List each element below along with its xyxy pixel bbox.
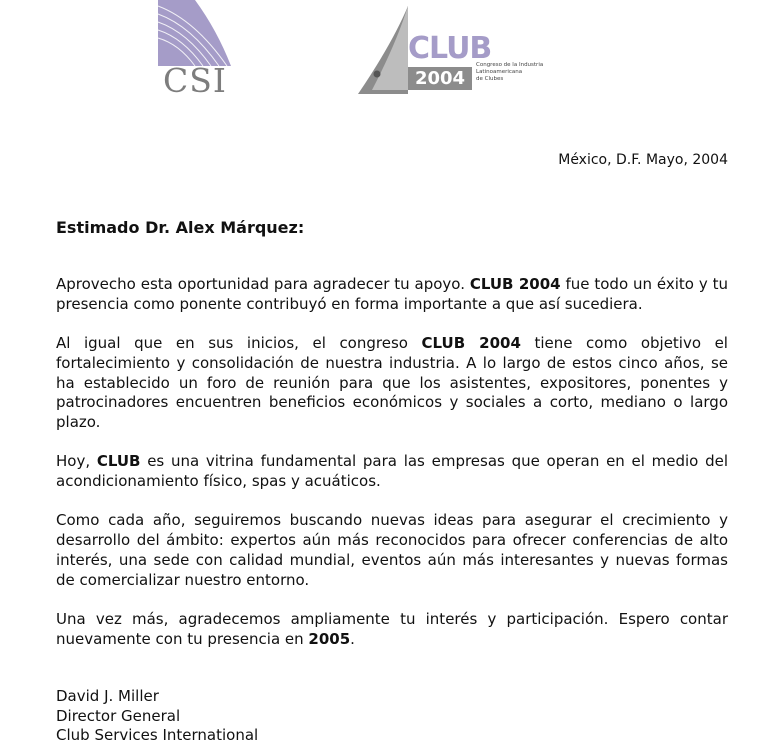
club-swoosh-icon xyxy=(352,4,412,98)
paragraph-1: Aprovecho esta oportunidad para agradecer tu apoyo. CLUB 2004 fue todo un éxito y tu presencia como ponente contribuyó en forma importante a que así sucediera. xyxy=(56,275,728,313)
csi-logo xyxy=(155,0,235,100)
letter-salutation: Estimado Dr. Alex Márquez: xyxy=(56,218,305,237)
letter-date: México, D.F. Mayo, 2004 xyxy=(558,152,728,168)
club-logo-word: CLUB xyxy=(408,31,492,66)
club-logo-subtitle: Congreso de la Industria Latinoamericana de Clubes xyxy=(476,62,544,82)
csi-logo-text: CSI xyxy=(163,61,227,100)
letter-body xyxy=(56,275,728,669)
letter-signature xyxy=(56,687,258,746)
csi-emblem xyxy=(155,0,235,70)
paragraph-2: Al igual que en sus inicios, el congreso CLUB 2004 tiene como objetivo el fortalecimiento y consolidación de nuestra industria. A lo largo de estos cinco años, se ha establecido un foro de reunión para que los asistentes, expositores, ponentes y patrocinadores encuentren beneficios económicos y sociales a corto, mediano o largo plazo. xyxy=(56,334,728,431)
paragraph-3: Hoy, CLUB es una vitrina fundamental para las empresas que operan en el medio del acondicionamiento físico, spas y acuáticos. xyxy=(56,452,728,490)
paragraph-4: Como cada año, seguiremos buscando nuevas ideas para asegurar el crecimiento y desarrollo del ámbito: expertos aún más reconocidos para ofrecer conferencias de alto interés, una sede con calidad mundial, eventos aún más interesantes y nuevas formas de comercializar nuestro entorno. xyxy=(56,511,728,589)
paragraph-5: Una vez más, agradecemos ampliamente tu interés y participación. Espero contar nuevamente con tu presencia en 2005. xyxy=(56,609,728,648)
signature-title: Director General xyxy=(56,706,181,725)
signature-organization: Club Services International xyxy=(56,726,259,744)
signature-name: David J. Miller xyxy=(56,687,159,705)
club-logo-year: 2004 xyxy=(408,67,472,90)
club-2004-logo xyxy=(352,4,552,98)
